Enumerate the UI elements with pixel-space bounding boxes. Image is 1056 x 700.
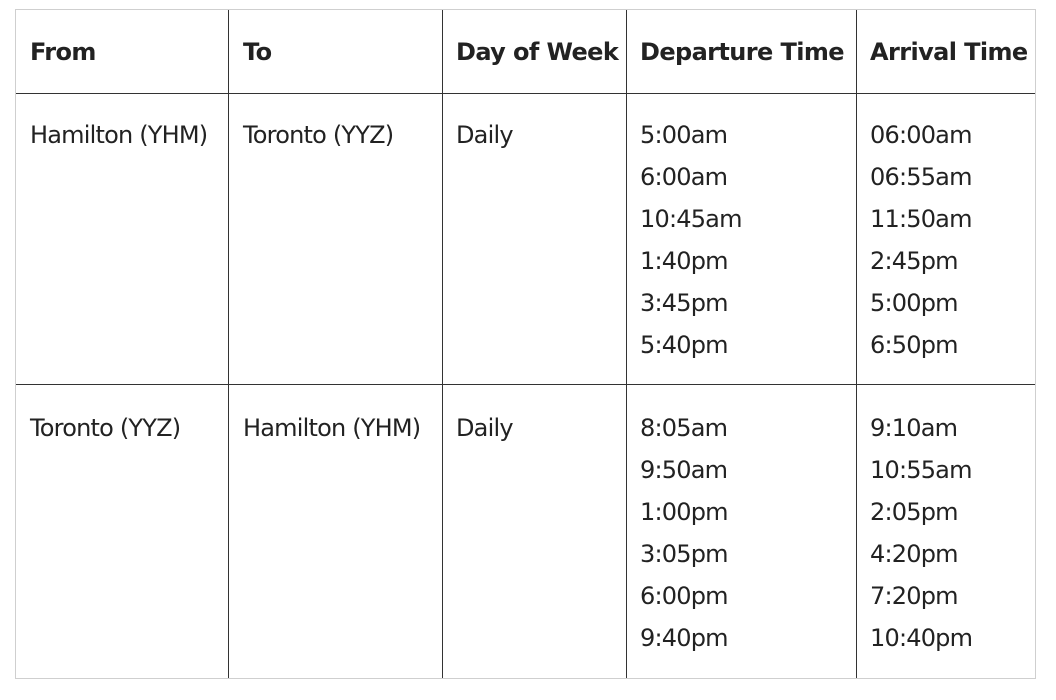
departure-time: 5:00am bbox=[640, 121, 728, 149]
arrival-time: 10:55am bbox=[870, 456, 972, 484]
arrival-time: 5:00pm bbox=[870, 289, 958, 317]
cell-arrival-times bbox=[870, 114, 972, 366]
header-to: To bbox=[243, 38, 272, 66]
arrival-time: 2:45pm bbox=[870, 247, 958, 275]
arrival-time: 06:00am bbox=[870, 121, 972, 149]
cell-arrival-times bbox=[870, 407, 972, 659]
departure-time: 3:45pm bbox=[640, 289, 728, 317]
cell-from: Toronto (YYZ) bbox=[30, 414, 181, 442]
cell-day: Daily bbox=[456, 414, 513, 442]
departure-time: 1:00pm bbox=[640, 498, 728, 526]
arrival-time: 9:10am bbox=[870, 414, 958, 442]
header-departure-time: Departure Time bbox=[640, 38, 844, 66]
departure-time: 3:05pm bbox=[640, 540, 728, 568]
departure-time: 6:00am bbox=[640, 163, 728, 191]
header-from: From bbox=[30, 38, 96, 66]
column-divider bbox=[228, 10, 229, 678]
departure-time: 8:05am bbox=[640, 414, 728, 442]
arrival-time: 6:50pm bbox=[870, 331, 958, 359]
cell-departure-times bbox=[640, 114, 742, 366]
departure-time: 9:40pm bbox=[640, 624, 728, 652]
departure-time: 1:40pm bbox=[640, 247, 728, 275]
arrival-time: 11:50am bbox=[870, 205, 972, 233]
row-divider bbox=[16, 93, 1035, 94]
header-arrival-time: Arrival Time bbox=[870, 38, 1028, 66]
header-day-of-week: Day of Week bbox=[456, 38, 619, 66]
arrival-time: 4:20pm bbox=[870, 540, 958, 568]
arrival-time: 10:40pm bbox=[870, 624, 973, 652]
departure-time: 10:45am bbox=[640, 205, 742, 233]
cell-from: Hamilton (YHM) bbox=[30, 121, 208, 149]
cell-day: Daily bbox=[456, 121, 513, 149]
arrival-time: 06:55am bbox=[870, 163, 972, 191]
departure-time: 5:40pm bbox=[640, 331, 728, 359]
cell-to: Hamilton (YHM) bbox=[243, 414, 421, 442]
departure-time: 9:50am bbox=[640, 456, 728, 484]
cell-to: Toronto (YYZ) bbox=[243, 121, 394, 149]
column-divider bbox=[626, 10, 627, 678]
departure-time: 6:00pm bbox=[640, 582, 728, 610]
column-divider bbox=[856, 10, 857, 678]
arrival-time: 2:05pm bbox=[870, 498, 958, 526]
arrival-time: 7:20pm bbox=[870, 582, 958, 610]
row-divider bbox=[16, 384, 1035, 385]
column-divider bbox=[442, 10, 443, 678]
cell-departure-times bbox=[640, 407, 728, 659]
